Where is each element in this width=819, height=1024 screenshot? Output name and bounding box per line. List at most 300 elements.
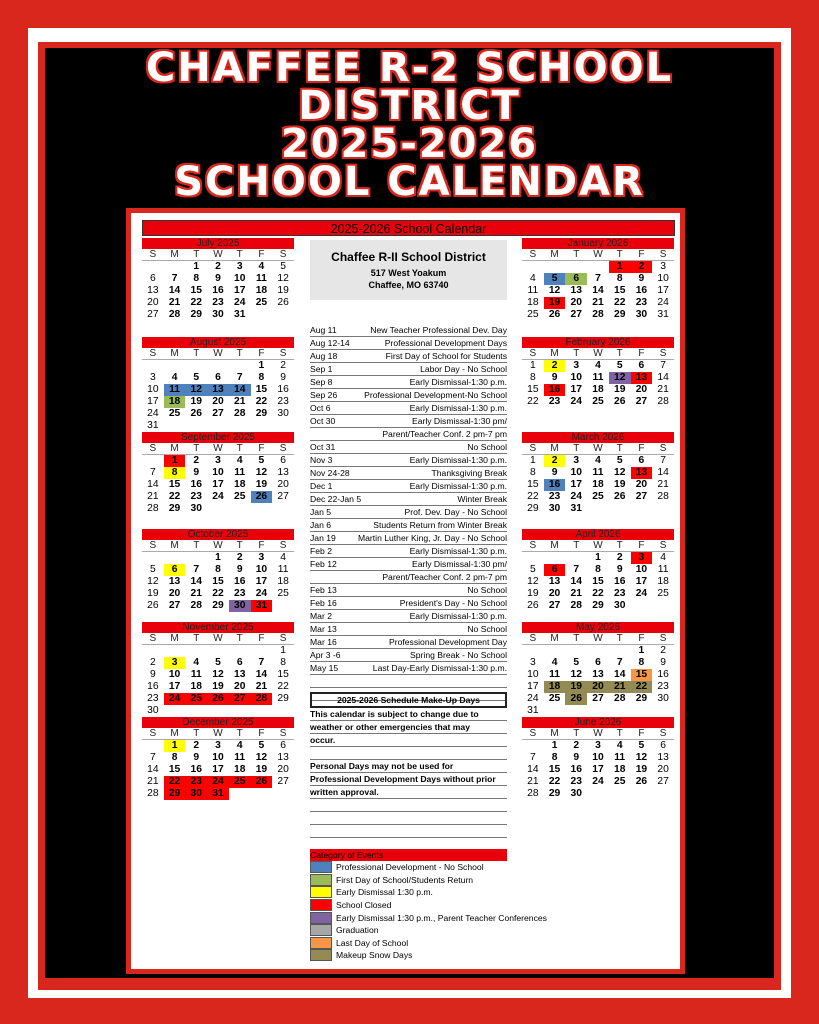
day-cell: 21	[657, 384, 669, 395]
event-date: Dec 22-Jan 5	[310, 494, 362, 504]
day-cell: 17	[527, 681, 539, 692]
day-cell: 14	[570, 576, 583, 587]
day-cell: 15	[212, 576, 224, 587]
month-title: May 2026	[522, 622, 674, 633]
weekday-label: M	[550, 540, 559, 551]
event-description: Spring Break - No School	[410, 650, 507, 660]
weekday-header	[142, 348, 294, 360]
day-cell: 4	[595, 360, 601, 371]
day-cell: 5	[258, 455, 265, 466]
weekday-label: W	[593, 540, 603, 551]
weekday-label: T	[616, 540, 623, 551]
event-row	[310, 441, 507, 454]
weekday-label: M	[170, 443, 179, 454]
poster-title-line: CHAFFEE R-2 SCHOOL	[145, 45, 674, 91]
empty-day-cell	[565, 645, 587, 657]
event-description: Professional Development-No School	[364, 390, 507, 400]
day-cell: 8	[616, 273, 623, 284]
weekday-label: M	[170, 348, 179, 359]
event-date: Feb 16	[310, 598, 337, 608]
event-date: Apr 3 -6	[310, 650, 341, 660]
legend-label: Graduation	[336, 925, 379, 936]
day-cell: 14	[147, 479, 159, 490]
day-cell: 2	[631, 261, 653, 273]
legend-label: Professional Development - No School	[336, 862, 484, 873]
day-cell: 5	[149, 564, 156, 575]
day-cell: 6	[544, 564, 566, 576]
day-cell: 12	[548, 285, 561, 296]
weekday-label: F	[638, 633, 645, 644]
weekday-label: T	[616, 249, 623, 260]
weekday-header	[522, 633, 674, 645]
day-cell: 7	[149, 467, 156, 478]
day-cell: 7	[236, 372, 243, 383]
day-cell: 2	[280, 360, 286, 371]
event-date: Feb 13	[310, 585, 337, 595]
empty-day-cell	[142, 552, 164, 564]
event-row	[310, 519, 507, 532]
weekday-label: S	[279, 728, 287, 739]
day-cell: 17	[168, 681, 181, 692]
day-cell: 18	[277, 576, 289, 587]
day-cell: 24	[212, 491, 224, 502]
day-cell: 17	[570, 384, 583, 395]
weekday-label: M	[550, 633, 559, 644]
legend-swatch	[310, 912, 332, 924]
day-cell: 1	[193, 261, 200, 272]
day-cell: 31	[251, 600, 273, 612]
day-cell: 28	[570, 600, 583, 611]
month-january-2026	[522, 238, 674, 321]
empty-day-cell	[185, 360, 207, 372]
legend-item	[310, 937, 550, 950]
day-cell: 24	[164, 693, 186, 705]
day-cell: 27	[277, 491, 289, 502]
day-cell: 5	[258, 740, 265, 751]
day-cell: 23	[548, 491, 561, 502]
event-date: Sep 1	[310, 364, 333, 374]
empty-day-cell	[229, 645, 251, 657]
event-row	[310, 428, 507, 441]
makeup-note-line: Personal Days may not be used for	[310, 760, 507, 773]
legend-item	[310, 924, 550, 937]
day-cell: 14	[613, 669, 626, 680]
day-cell: 22	[527, 491, 539, 502]
day-cell: 22	[255, 396, 268, 407]
event-description: Thanksgiving Break	[431, 468, 507, 478]
day-cell: 29	[255, 408, 268, 419]
event-date: Feb 2	[310, 546, 332, 556]
day-cell: 19	[190, 396, 203, 407]
day-cell: 10	[592, 752, 604, 763]
day-cell: 24	[233, 297, 246, 308]
day-cell: 23	[277, 396, 289, 407]
weekday-label: S	[659, 443, 667, 454]
day-cell: 8	[215, 564, 221, 575]
day-cell: 11	[614, 752, 626, 763]
day-cell: 20	[147, 297, 159, 308]
day-cell: 4	[258, 261, 265, 272]
day-cell: 4	[551, 657, 558, 668]
day-cell: 12	[635, 752, 648, 763]
event-date: Feb 12	[310, 559, 337, 569]
day-cell: 20	[587, 681, 609, 693]
day-cell: 14	[527, 764, 539, 775]
weekday-label: S	[279, 443, 287, 454]
empty-day-cell	[565, 552, 587, 564]
day-cell: 23	[233, 588, 246, 599]
day-cell: 19	[544, 297, 566, 309]
weekday-header	[522, 728, 674, 740]
weekday-label: S	[149, 249, 157, 260]
weekday-label: W	[593, 443, 603, 454]
month-title: June 2026	[522, 717, 674, 728]
weekday-label: S	[279, 540, 287, 551]
day-cell: 30	[229, 600, 251, 612]
day-cell: 7	[616, 657, 623, 668]
day-cell: 16	[147, 681, 159, 692]
weekday-label: F	[258, 249, 265, 260]
weekday-label: T	[193, 633, 200, 644]
day-cell: 5	[193, 372, 200, 383]
event-row	[310, 376, 507, 389]
weekday-label: S	[659, 633, 667, 644]
weekday-label: M	[170, 249, 179, 260]
day-cell: 16	[544, 384, 566, 396]
day-cell: 27	[570, 309, 583, 320]
weekday-label: S	[149, 540, 157, 551]
event-description: Students Return from Winter Break	[373, 520, 507, 530]
day-cell: 6	[149, 273, 156, 284]
day-cell: 14	[147, 764, 159, 775]
day-cell: 30	[635, 309, 648, 320]
day-cell: 30	[613, 600, 626, 611]
month-title: March 2026	[522, 432, 674, 443]
day-cell: 14	[190, 576, 203, 587]
weekday-label: M	[550, 249, 559, 260]
day-cell: 11	[657, 564, 669, 575]
day-cell: 25	[229, 776, 251, 788]
day-cell: 12	[609, 372, 631, 384]
weekday-label: W	[213, 540, 223, 551]
day-cell: 13	[277, 467, 289, 478]
weekday-label: M	[550, 443, 559, 454]
day-cell: 14	[255, 669, 268, 680]
weekday-header	[522, 540, 674, 552]
day-cell: 18	[544, 681, 566, 693]
day-cell: 5	[280, 261, 286, 272]
month-july-2025	[142, 238, 294, 321]
day-cell: 10	[570, 467, 583, 478]
day-cell: 7	[660, 455, 666, 466]
day-cell: 21	[570, 588, 583, 599]
day-cell: 12	[255, 467, 268, 478]
event-row	[310, 636, 507, 649]
day-cell: 26	[613, 491, 626, 502]
event-row	[310, 506, 507, 519]
month-title: December 2025	[142, 717, 294, 728]
weekday-label: W	[593, 249, 603, 260]
makeup-heading: 2025-2026 Schedule Make-Up Days	[310, 692, 507, 708]
weekday-label: M	[550, 348, 559, 359]
weekday-label: M	[170, 540, 179, 551]
legend-item	[310, 874, 550, 887]
day-cell: 2	[236, 552, 243, 563]
weekday-label: S	[659, 249, 667, 260]
day-cell: 23	[212, 297, 224, 308]
day-cell: 25	[527, 309, 539, 320]
month-title: July 2025	[142, 238, 294, 249]
day-cell: 25	[592, 396, 604, 407]
empty-day-cell	[164, 261, 186, 273]
day-cell: 28	[592, 309, 604, 320]
legend-item	[310, 949, 550, 962]
day-cell: 9	[193, 752, 200, 763]
day-cell: 15	[168, 479, 181, 490]
empty-day-cell	[609, 645, 631, 657]
day-cell: 26	[190, 408, 203, 419]
day-cell: 13	[592, 669, 604, 680]
day-cell: 21	[592, 297, 604, 308]
weekday-label: F	[638, 249, 645, 260]
day-cell: 7	[193, 564, 200, 575]
empty-day-cell	[207, 360, 229, 372]
day-cell: 4	[529, 273, 536, 284]
day-cell: 3	[164, 657, 186, 669]
day-cell: 6	[638, 455, 645, 466]
makeup-notes	[310, 708, 507, 851]
day-cell: 26	[251, 491, 273, 503]
day-cell: 14	[657, 467, 669, 478]
day-cell: 11	[190, 669, 202, 680]
day-cell: 29	[190, 309, 203, 320]
event-description: Professional Development Day	[389, 637, 507, 647]
day-cell: 12	[527, 576, 539, 587]
legend-item	[310, 861, 550, 874]
day-cell: 15	[613, 285, 626, 296]
day-cell: 16	[212, 285, 224, 296]
day-cell: 2	[544, 360, 566, 372]
day-cell: 11	[164, 384, 186, 396]
day-cell: 15	[190, 285, 203, 296]
day-cell: 7	[529, 752, 536, 763]
event-description: Winter Break	[457, 494, 507, 504]
day-cell: 22	[631, 681, 653, 693]
empty-day-cell	[522, 740, 544, 752]
district-info	[310, 240, 507, 300]
day-cell: 19	[212, 681, 224, 692]
event-row	[310, 415, 507, 428]
day-cell: 28	[147, 503, 159, 514]
day-cell: 6	[164, 564, 186, 576]
day-cell: 12	[147, 576, 159, 587]
day-cell: 11	[527, 285, 539, 296]
day-cell: 4	[171, 372, 178, 383]
day-cell: 24	[207, 776, 229, 788]
event-description: New Teacher Professional Dev. Day	[370, 325, 507, 335]
event-description: President's Day - No School	[399, 598, 507, 608]
day-cell: 24	[592, 776, 604, 787]
day-cell: 17	[147, 396, 159, 407]
day-cell: 25	[592, 491, 604, 502]
day-cell: 19	[565, 681, 587, 693]
weekday-label: S	[149, 728, 157, 739]
empty-day-cell	[207, 645, 229, 657]
event-row	[310, 493, 507, 506]
day-cell: 16	[570, 764, 583, 775]
day-grid	[142, 552, 294, 612]
empty-day-cell	[142, 360, 164, 372]
day-cell: 9	[215, 273, 221, 284]
event-row	[310, 662, 507, 675]
day-cell: 3	[573, 360, 580, 371]
day-cell: 9	[280, 372, 286, 383]
day-grid	[142, 740, 294, 800]
day-cell: 30	[277, 408, 289, 419]
day-cell: 1	[164, 455, 186, 467]
empty-day-cell	[185, 645, 207, 657]
day-cell: 30	[570, 788, 583, 799]
weekday-label: W	[213, 728, 223, 739]
events-list	[310, 324, 507, 701]
event-row	[310, 584, 507, 597]
day-cell: 10	[212, 467, 224, 478]
day-cell: 11	[277, 564, 289, 575]
day-cell: 2	[215, 261, 221, 272]
day-cell: 29	[613, 309, 626, 320]
day-cell: 21	[233, 396, 246, 407]
day-cell: 6	[280, 740, 286, 751]
event-row	[310, 649, 507, 662]
day-cell: 23	[570, 776, 583, 787]
day-cell: 25	[233, 491, 246, 502]
day-cell: 22	[613, 297, 626, 308]
day-cell: 24	[635, 588, 648, 599]
day-cell: 27	[548, 600, 561, 611]
event-row	[310, 623, 507, 636]
day-cell: 13	[570, 285, 583, 296]
day-cell: 22	[212, 588, 224, 599]
empty-day-cell	[142, 455, 164, 467]
month-april-2026	[522, 529, 674, 612]
day-cell: 8	[258, 372, 265, 383]
event-description: Labor Day - No School	[420, 364, 507, 374]
day-cell: 28	[190, 600, 203, 611]
month-september-2025	[142, 432, 294, 515]
day-cell: 12	[185, 384, 207, 396]
day-cell: 2	[193, 455, 200, 466]
weekday-label: S	[529, 348, 537, 359]
event-row	[310, 467, 507, 480]
weekday-label: T	[616, 443, 623, 454]
day-cell: 17	[255, 576, 268, 587]
day-cell: 24	[527, 693, 539, 704]
weekday-label: T	[573, 443, 580, 454]
event-row	[310, 350, 507, 363]
day-cell: 3	[149, 372, 156, 383]
legend-label: Early Dismissal 1:30 p.m.	[336, 887, 433, 898]
day-cell: 30	[212, 309, 224, 320]
day-cell: 6	[236, 657, 243, 668]
day-cell: 3	[258, 552, 265, 563]
day-cell: 28	[613, 693, 626, 704]
day-cell: 26	[613, 396, 626, 407]
day-cell: 13	[147, 285, 159, 296]
weekday-label: T	[573, 540, 580, 551]
day-grid	[522, 455, 674, 515]
day-cell: 9	[573, 752, 580, 763]
weekday-label: S	[279, 249, 287, 260]
day-cell: 17	[592, 764, 604, 775]
day-cell: 1	[551, 740, 558, 751]
event-date: Nov 3	[310, 455, 333, 465]
weekday-label: S	[659, 540, 667, 551]
day-cell: 25	[548, 693, 561, 704]
day-cell: 7	[573, 564, 580, 575]
weekday-label: T	[573, 249, 580, 260]
day-cell: 20	[548, 588, 561, 599]
event-description: Early Dismissal-1:30 p.m.	[409, 481, 507, 491]
day-cell: 27	[635, 396, 648, 407]
day-cell: 31	[207, 788, 229, 800]
day-cell: 11	[234, 467, 246, 478]
day-cell: 13	[631, 467, 653, 479]
day-cell: 27	[592, 693, 604, 704]
month-title: January 2026	[522, 238, 674, 249]
district-name: Chaffee R-II School District	[331, 250, 486, 264]
day-cell: 20	[570, 297, 583, 308]
legend-label: Early Dismissal 1:30 p.m., Parent Teacher Conferences	[336, 912, 547, 923]
day-cell: 9	[193, 467, 200, 478]
event-row	[310, 363, 507, 376]
day-cell: 15	[592, 576, 604, 587]
makeup-note-line: This calendar is subject to change due to	[310, 708, 507, 721]
event-row	[310, 597, 507, 610]
event-description: Professional Development Days	[384, 338, 507, 348]
weekday-label: S	[149, 443, 157, 454]
weekday-label: T	[573, 633, 580, 644]
event-description: Early Dismissal-1:30 p.m.	[409, 546, 507, 556]
weekday-label: T	[573, 348, 580, 359]
month-title: October 2025	[142, 529, 294, 540]
event-description: Early Dismissal-1:30 p.m.	[409, 455, 507, 465]
weekday-label: T	[573, 728, 580, 739]
day-cell: 3	[215, 455, 221, 466]
day-cell: 22	[548, 776, 561, 787]
day-cell: 8	[551, 752, 558, 763]
day-cell: 4	[660, 552, 666, 563]
day-cell: 17	[657, 285, 669, 296]
day-cell: 22	[164, 776, 186, 788]
day-cell: 13	[277, 752, 289, 763]
weekday-header	[142, 633, 294, 645]
weekday-label: T	[193, 443, 200, 454]
day-cell: 15	[631, 669, 653, 681]
day-cell: 6	[565, 273, 587, 285]
event-description: First Day of School for Students	[385, 351, 507, 361]
day-cell: 5	[638, 740, 645, 751]
day-cell: 13	[631, 372, 653, 384]
event-description: No School	[467, 624, 507, 634]
empty-day-cell	[522, 261, 544, 273]
event-description: Early Dismissal-1:30 p.m.	[409, 403, 507, 413]
day-cell: 25	[255, 297, 268, 308]
empty-day-cell	[522, 552, 544, 564]
event-date: Oct 31	[310, 442, 336, 452]
day-cell: 10	[527, 669, 539, 680]
day-cell: 15	[255, 384, 268, 395]
event-description: Parent/Teacher Conf. 2 pm-7 pm	[382, 572, 507, 582]
